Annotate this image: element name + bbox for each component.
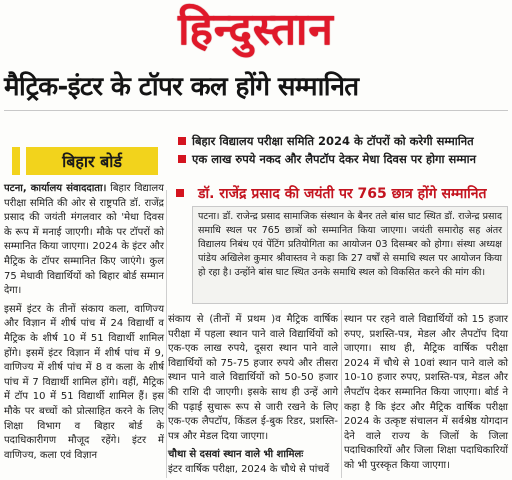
paragraph: बिहार विद्यालय परीक्षा समिति की ओर से राष्ट्रपति डॉ. राजेंद्र प्रसाद की जयंती मंगलवार को 'मेधा दिवस के रूप में मनाई जाएगी। मौके पर टॉपरों को सम्मानित किया जाएगा। 2024 के इंटर और मैट्रिक के टॉपर सम्मानित किए जाएंगे। कुल 75 मेधावी विद्यार्थियों को बिहार बोर्ड सम्मान देगा। xyxy=(4,183,164,297)
sub-headline: डॉ. राजेंद्र प्रसाद की जयंती पर 765 छात्र होंगे सम्मानित xyxy=(198,186,487,202)
paragraph-subheading: चौथा से दसवां स्थान वाले भी शामिलः xyxy=(168,449,304,461)
masthead xyxy=(0,0,512,66)
article-column-3 xyxy=(344,313,508,478)
main-headline: मैट्रिक-इंटर के टॉपर कल होंगे सम्मानित xyxy=(4,72,359,102)
paragraph: संकाय से (तीनों में प्रथम )व मैट्रिक वार्षिक परीक्षा में पहला स्थान पाने वाले विद्यार्थियों को एक-एक लाख रुपये, दूसरा स्थान पाने वाले विद्यार्थियों को 75-75 हजार रुपये और तीसरा स्थान पाने वाले विद्यार्थियों को 50-50 हजार की राशि दी जाएगी। इसके साथ ही उन्हें आगे की पढ़ाई सुचारू रूप से जारी रखने के लिए एक-एक लैपटॉप, किंडल ई-बुक रिडर, प्रशस्ति-पत्र और मेडल दिया जाएगा। xyxy=(168,314,338,442)
dateline: पटना, कार्यालय संवाददाता। xyxy=(4,183,107,194)
newspaper-logo: हिन्दुस्तान xyxy=(178,4,334,55)
article-column-1 xyxy=(4,182,164,467)
paragraph: स्थान पर रहने वाले विद्यार्थियों को 15 हजार रुपए, प्रशस्ति-पत्र, मेडल और लैपटॉप दिया जाएगा। साथ ही, मैट्रिक वार्षिक परीक्षा 2024 में चौथे से 10वां स्थान पाने वाले को 10-10 हजार रुपए, प्रशस्ति-पत्र, मेडल और लैपटॉप देकर सम्मानित किया जाएगा। बोर्ड ने कहा है कि इंटर और मैट्रिक वार्षिक परीक्षा 2024 के उत्कृष्ट संचालन में सर्वश्रेष्ठ योगदान देने वाले राज्य के जिलों के जिला पदाधिकारियों और जिला शिक्षा पदाधिकारियों को भी पुरस्कृत किया जाएगा। xyxy=(344,314,508,471)
boxed-story: पटना। डॉ. राजेन्द्र प्रसाद सामाजिक संस्थान के बैनर तले बांस घाट स्थित डॉ. राजेन्द्र प्रसाद समाधि स्थल पर 765 छात्रों को सम्मानित किया जाएगा। जयंती समारोह सह अंतर विद्यालय निबंध एवं पेंटिंग प्रतियोगिता का आयोजन 03 दिसम्बर को होगा। संस्था अध्यक्ष पांडेय अखिलेश कुमार श्रीवास्तव ने कहा कि 27 वर्षों से समाधि स्थल पर आयोजन किया हो रहा है। उन्होंने बांस घाट स्थित उनके समाधि स्थल को विकसित करने की मांग की। xyxy=(192,206,508,304)
bullet-item: बिहार विद्यालय परीक्षा समिति 2024 के टॉपरों को करेगी सम्मानित xyxy=(176,132,508,150)
highlight-bullets xyxy=(176,132,508,168)
column-divider xyxy=(341,310,342,478)
section-badge: बिहार बोर्ड xyxy=(26,147,158,175)
bullet-item: एक लाख रुपये नकद और लैपटॉप देकर मेधा दिवस पर होगा सम्मान xyxy=(176,150,508,168)
subhead-marker-icon xyxy=(172,186,190,200)
column-divider xyxy=(166,190,167,478)
paragraph: इंटर वार्षिक परीक्षा, 2024 के चौथे से पांचवें xyxy=(168,463,330,475)
article-column-2 xyxy=(168,313,338,480)
paragraph: इसमें इंटर के तीनों संकाय कला, वाणिज्य और विज्ञान में शीर्ष पांच में 24 विद्यार्थी व मैट्रिक के शीर्ष 10 में 51 विद्यार्थी शामिल होंगे। इसमें इंटर विज्ञान में शीर्ष पांच में 9, वाणिज्य में शीर्ष पांच में 8 व कला के शीर्ष पांच में 7 विद्यार्थी शामिल होंगे। वहीं, मैट्रिक में टॉप 10 में 51 विद्यार्थी शामिल हैं। इस मौके पर बच्चों को प्रोत्साहित करने के लिए शिक्षा विभाग व बिहार बोर्ड के पदाधिकारीगण मौजूद रहेंगे। इंटर में वाणिज्य, कला एवं विज्ञान xyxy=(4,303,164,461)
headline-divider xyxy=(4,110,508,111)
